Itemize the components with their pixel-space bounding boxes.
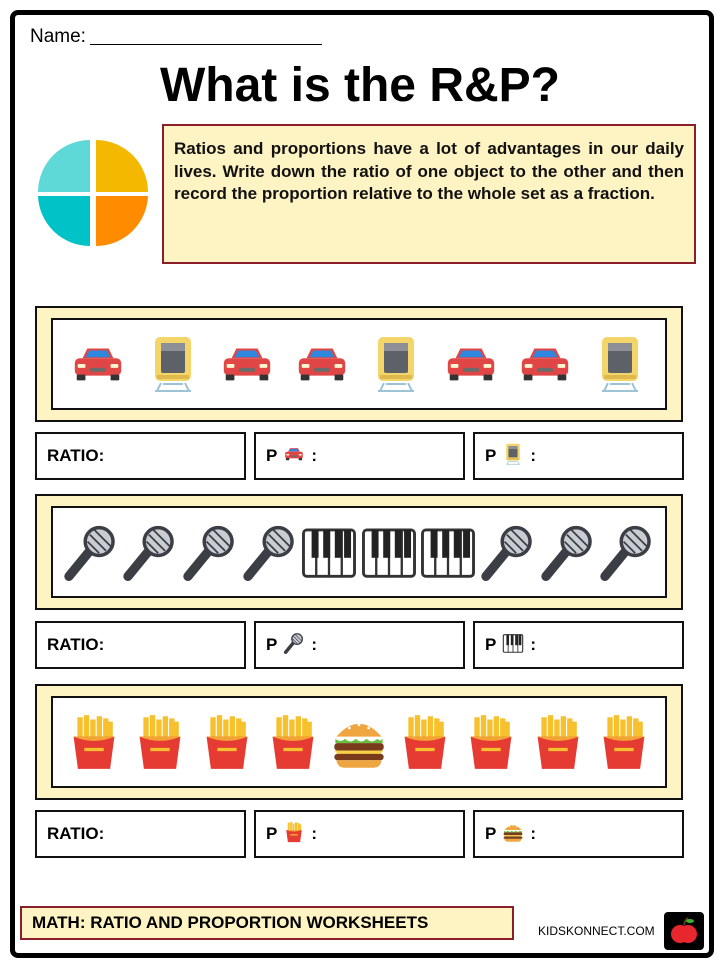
pie-quarter-bottom-right [96,196,148,246]
colon: : [530,635,537,654]
proportion-fries-field[interactable] [254,810,465,858]
car-icon [516,335,574,393]
proportion-label: P [266,824,278,843]
burger-icon [502,821,524,848]
proportion-label: P [485,446,497,465]
car-icon [69,335,127,393]
burger-icon [330,713,388,771]
piano-icon [502,632,524,659]
fries-icon [595,713,653,771]
colon: : [530,824,537,843]
logo-apple-icon [664,912,704,950]
car-icon [442,335,500,393]
train-icon [591,335,649,393]
microphone-icon [283,632,305,659]
name-field[interactable] [30,26,322,48]
colon: : [311,635,318,654]
ratio-field[interactable] [35,621,246,669]
proportion-burger-field[interactable] [473,810,684,858]
proportion-microphone-field[interactable] [254,621,465,669]
proportion-label: P [485,824,497,843]
proportion-label: P [266,446,278,465]
ratio-label: RATIO: [47,446,105,465]
pie-quarter-top-left [38,140,90,192]
object-set-2 [35,494,683,610]
piano-icon [419,523,477,581]
proportion-train-field[interactable] [473,432,684,480]
object-set-3 [35,684,683,800]
proportion-piano-field[interactable] [473,621,684,669]
page-title: What is the R&P? [159,59,560,112]
object-set-1 [35,306,683,422]
pie-chart-icon [36,136,148,246]
fries-icon [131,713,189,771]
fries-icon [462,713,520,771]
colon: : [311,824,318,843]
fries-icon [283,821,305,848]
fries-icon [529,713,587,771]
fries-icon [396,713,454,771]
proportion-label: P [485,635,497,654]
piano-icon [300,523,358,581]
pie-quarter-bottom-left [38,196,90,246]
proportion-car-field[interactable] [254,432,465,480]
microphone-icon [479,523,537,581]
instructions-box: Ratios and proportions have a lot of advantages in our daily lives. Write down the ratio of one object to the other and then record the proportion relative to the whole set as a fraction. [162,124,696,264]
ratio-label: RATIO: [47,824,105,843]
microphone-icon [539,523,597,581]
car-icon [293,335,351,393]
ratio-field[interactable] [35,810,246,858]
ratio-field[interactable] [35,432,246,480]
object-set-3-inner [51,696,667,788]
fries-icon [264,713,322,771]
ratio-label: RATIO: [47,635,105,654]
fries-icon [65,713,123,771]
piano-icon [360,523,418,581]
footer-title: MATH: RATIO AND PROPORTION WORKSHEETS [20,906,514,940]
pie-quarter-top-right [96,140,148,192]
answer-row-3 [35,810,685,862]
brand-name: KIDSKONNECT.COM [538,924,655,938]
train-icon [367,335,425,393]
answer-row-2 [35,621,685,673]
name-label: Name: [30,26,86,47]
train-icon [502,443,524,470]
colon: : [311,446,318,465]
microphone-icon [598,523,656,581]
microphone-icon [62,523,120,581]
microphone-icon [121,523,179,581]
proportion-label: P [266,635,278,654]
microphone-icon [181,523,239,581]
car-icon [218,335,276,393]
train-icon [144,335,202,393]
colon: : [530,446,537,465]
car-icon [283,443,305,470]
fries-icon [198,713,256,771]
object-set-2-inner [51,506,667,598]
microphone-icon [241,523,299,581]
answer-row-1 [35,432,685,484]
name-blank-line[interactable] [90,30,322,45]
object-set-1-inner [51,318,667,410]
